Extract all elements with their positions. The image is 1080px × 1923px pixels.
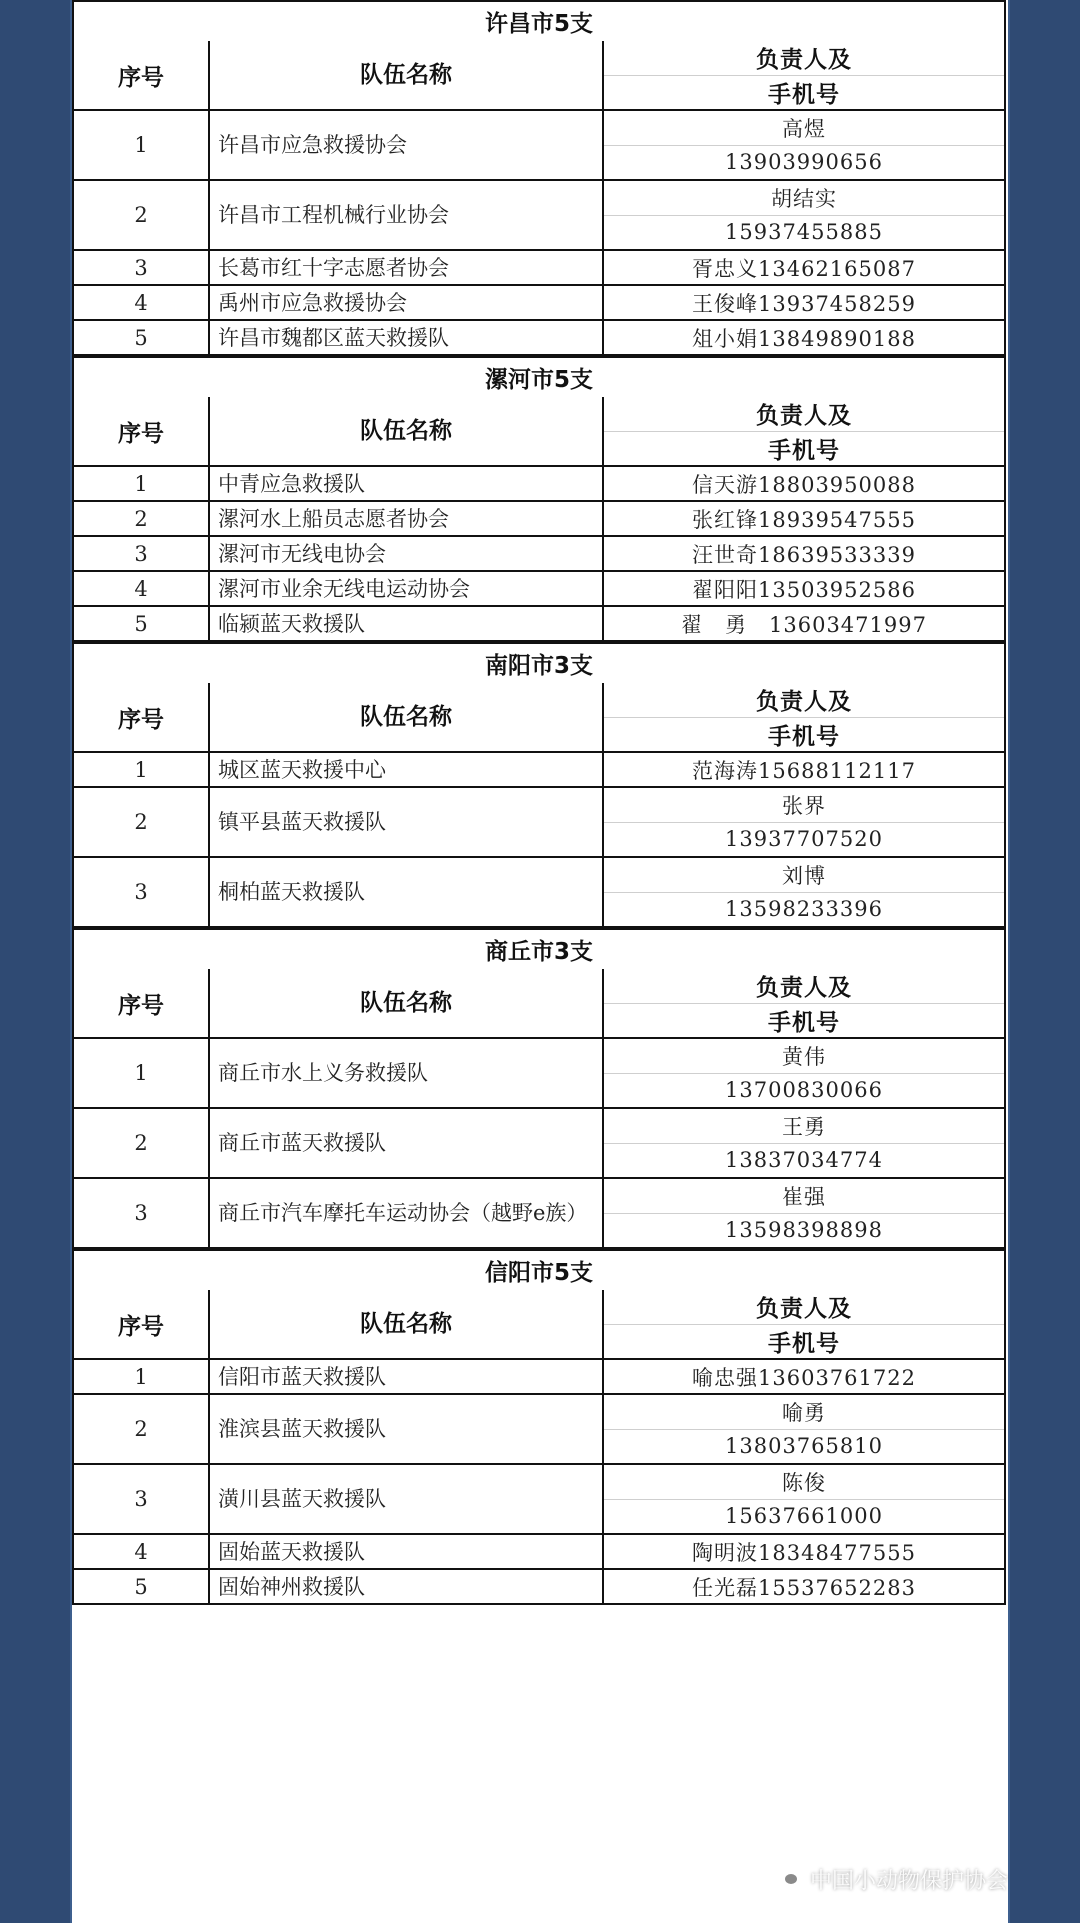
team-name: 城区蓝天救援中心: [210, 753, 604, 786]
section-title: 漯河市5支: [72, 356, 1006, 399]
contact-phone: 13598233396: [604, 892, 1004, 927]
row-index: 5: [74, 1570, 210, 1603]
row-index: 2: [74, 788, 210, 856]
header-contact-line1: 负责人及: [756, 1296, 852, 1323]
row-index: 2: [74, 502, 210, 535]
header-contact-line2: 手机号: [604, 431, 1004, 466]
table-row: [72, 1395, 1006, 1465]
contact: [604, 1395, 1004, 1463]
contact-person-phone: 俎小娟13849890188: [692, 326, 916, 351]
contact: [604, 1465, 1004, 1533]
contact: [604, 607, 1004, 640]
table-row: [72, 1465, 1006, 1535]
table-row: [72, 111, 1006, 181]
team-name: 许昌市应急救援协会: [210, 111, 604, 179]
table-row: [72, 753, 1006, 788]
contact-person: 高煜: [782, 116, 826, 141]
team-name: 漯河水上船员志愿者协会: [210, 502, 604, 535]
contact: [604, 111, 1004, 179]
table-header-row: [72, 41, 1006, 111]
row-index: 4: [74, 1535, 210, 1568]
contact-phone: 15937455885: [604, 215, 1004, 250]
team-name: 淮滨县蓝天救援队: [210, 1395, 604, 1463]
row-index: 3: [74, 1465, 210, 1533]
header-contact-line1: 负责人及: [756, 975, 852, 1002]
table-row: [72, 1570, 1006, 1605]
table-row: [72, 1109, 1006, 1179]
header-team-name: 队伍名称: [210, 683, 604, 751]
row-index: 5: [74, 607, 210, 640]
contact-person: 胡结实: [771, 186, 837, 211]
team-name: 固始神州救援队: [210, 1570, 604, 1603]
team-name: 中青应急救援队: [210, 467, 604, 500]
contact-phone: 13598398898: [604, 1213, 1004, 1248]
contact-phone: 13837034774: [604, 1143, 1004, 1178]
team-name: 固始蓝天救援队: [210, 1535, 604, 1568]
table-row: [72, 858, 1006, 928]
row-index: 2: [74, 181, 210, 249]
contact-person-phone: 胥忠义13462165087: [692, 256, 916, 281]
document-sheet: [72, 0, 1008, 1923]
contact: [604, 1360, 1004, 1393]
header-contact: [604, 1290, 1004, 1358]
contact-person: 喻勇: [782, 1400, 826, 1425]
row-index: 1: [74, 111, 210, 179]
contact-person-phone: 王俊峰13937458259: [692, 291, 916, 316]
table-row: [72, 467, 1006, 502]
section-title: 许昌市5支: [72, 0, 1006, 43]
contact: [604, 1179, 1004, 1247]
contact-person-phone: 信天游18803950088: [692, 472, 916, 497]
contact: [604, 537, 1004, 570]
contact-person: 刘博: [782, 863, 826, 888]
contact: [604, 753, 1004, 786]
header-index: 序号: [74, 1290, 210, 1358]
header-team-name: 队伍名称: [210, 1290, 604, 1358]
row-index: 1: [74, 753, 210, 786]
contact-person-phone: 翟阳阳13503952586: [692, 577, 916, 602]
team-name: 桐柏蓝天救援队: [210, 858, 604, 926]
table-row: [72, 572, 1006, 607]
contact-person-phone: 喻忠强13603761722: [692, 1365, 916, 1390]
contact-person: 张界: [782, 793, 826, 818]
team-name: 漯河市无线电协会: [210, 537, 604, 570]
row-index: 3: [74, 251, 210, 284]
table-row: [72, 607, 1006, 642]
table-row: [72, 502, 1006, 537]
team-name: 商丘市汽车摩托车运动协会（越野e族）: [210, 1179, 604, 1247]
team-name: 镇平县蓝天救援队: [210, 788, 604, 856]
contact: [604, 181, 1004, 249]
header-contact: [604, 683, 1004, 751]
watermark: [778, 1862, 1008, 1896]
contact-person-phone: 任光磊15537652283: [692, 1575, 916, 1600]
header-contact-line2: 手机号: [604, 1324, 1004, 1359]
header-index: 序号: [74, 397, 210, 465]
row-index: 1: [74, 467, 210, 500]
row-index: 4: [74, 286, 210, 319]
contact: [604, 502, 1004, 535]
table-row: [72, 251, 1006, 286]
table-row: [72, 286, 1006, 321]
contact: [604, 251, 1004, 284]
row-index: 5: [74, 321, 210, 354]
contact-phone: 13803765810: [604, 1429, 1004, 1464]
contact: [604, 467, 1004, 500]
table-row: [72, 537, 1006, 572]
header-contact: [604, 969, 1004, 1037]
team-name: 商丘市蓝天救援队: [210, 1109, 604, 1177]
team-name: 漯河市业余无线电运动协会: [210, 572, 604, 605]
contact-person: 黄伟: [782, 1044, 826, 1069]
header-contact-line1: 负责人及: [756, 689, 852, 716]
table-header-row: [72, 397, 1006, 467]
table-row: [72, 1179, 1006, 1249]
contact: [604, 321, 1004, 354]
contact: [604, 1535, 1004, 1568]
watermark-text: 中国小动物保护协会: [810, 1868, 1009, 1894]
header-contact: [604, 397, 1004, 465]
contact-person-phone: 汪世奇18639533339: [692, 542, 916, 567]
contact-phone: 13937707520: [604, 822, 1004, 857]
contact-person-phone: 张红锋18939547555: [692, 507, 916, 532]
header-contact-line2: 手机号: [604, 717, 1004, 752]
contact-phone: 13903990656: [604, 145, 1004, 180]
contact-person: 王勇: [782, 1114, 826, 1139]
row-index: 4: [74, 572, 210, 605]
team-name: 商丘市水上义务救援队: [210, 1039, 604, 1107]
table-row: [72, 788, 1006, 858]
contact-person-phone: 范海涛15688112117: [692, 758, 916, 783]
row-index: 1: [74, 1039, 210, 1107]
contact: [604, 1039, 1004, 1107]
contact-person: 陈俊: [782, 1470, 826, 1495]
header-team-name: 队伍名称: [210, 969, 604, 1037]
contact-person-phone: 翟 勇 13603471997: [681, 612, 927, 637]
header-contact: [604, 41, 1004, 109]
table-header-row: [72, 683, 1006, 753]
table-row: [72, 181, 1006, 251]
team-name: 信阳市蓝天救援队: [210, 1360, 604, 1393]
team-name: 许昌市工程机械行业协会: [210, 181, 604, 249]
section-title: 信阳市5支: [72, 1249, 1006, 1292]
table-row: [72, 1039, 1006, 1109]
header-index: 序号: [74, 683, 210, 751]
table-header-row: [72, 1290, 1006, 1360]
contact-person: 崔强: [782, 1184, 826, 1209]
section-title: 商丘市3支: [72, 928, 1006, 971]
row-index: 3: [74, 1179, 210, 1247]
table-row: [72, 1360, 1006, 1395]
row-index: 2: [74, 1109, 210, 1177]
team-name: 许昌市魏都区蓝天救援队: [210, 321, 604, 354]
header-team-name: 队伍名称: [210, 397, 604, 465]
row-index: 2: [74, 1395, 210, 1463]
row-index: 3: [74, 537, 210, 570]
team-name: 禹州市应急救援协会: [210, 286, 604, 319]
header-index: 序号: [74, 41, 210, 109]
table-row: [72, 1535, 1006, 1570]
contact: [604, 1109, 1004, 1177]
header-contact-line1: 负责人及: [756, 403, 852, 430]
header-contact-line1: 负责人及: [756, 47, 852, 74]
contact-phone: 13700830066: [604, 1073, 1004, 1108]
header-team-name: 队伍名称: [210, 41, 604, 109]
contact-phone: 15637661000: [604, 1499, 1004, 1534]
contact: [604, 572, 1004, 605]
contact: [604, 788, 1004, 856]
row-index: 3: [74, 858, 210, 926]
header-contact-line2: 手机号: [604, 75, 1004, 110]
contact: [604, 858, 1004, 926]
row-index: 1: [74, 1360, 210, 1393]
contact-person-phone: 陶明波18348477555: [692, 1540, 916, 1565]
header-contact-line2: 手机号: [604, 1003, 1004, 1038]
team-name: 潢川县蓝天救援队: [210, 1465, 604, 1533]
team-name: 长葛市红十字志愿者协会: [210, 251, 604, 284]
table-row: [72, 321, 1006, 356]
wechat-channel-icon: [778, 1866, 804, 1892]
header-index: 序号: [74, 969, 210, 1037]
contact: [604, 1570, 1004, 1603]
contact: [604, 286, 1004, 319]
table-header-row: [72, 969, 1006, 1039]
section-title: 南阳市3支: [72, 642, 1006, 685]
team-name: 临颍蓝天救援队: [210, 607, 604, 640]
